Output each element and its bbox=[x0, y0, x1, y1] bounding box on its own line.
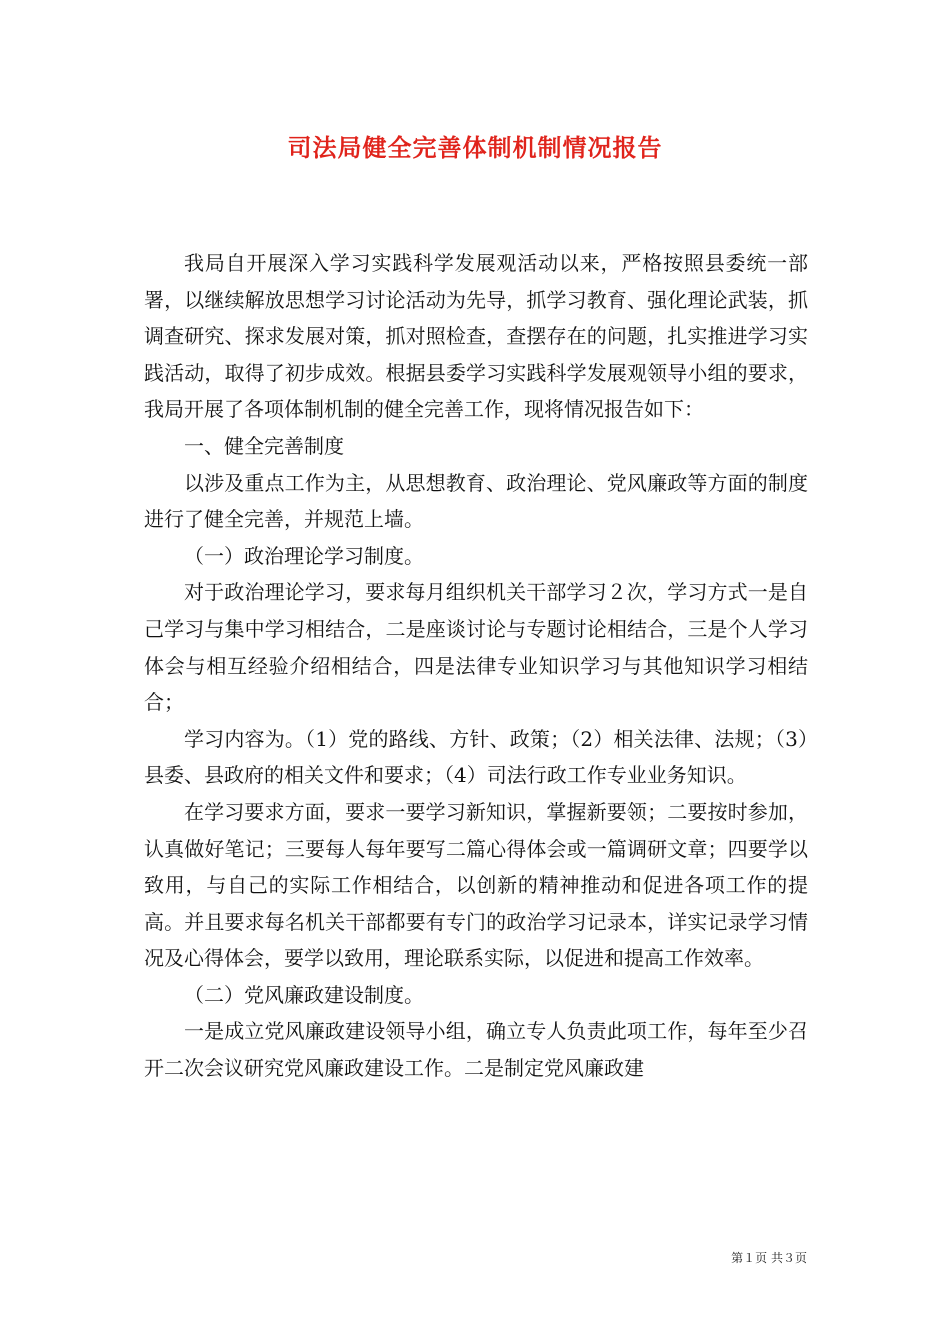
paragraph-study-requirements: 在学习要求方面，要求一要学习新知识，掌握新要领；二要按时参加，认真做好笔记；三要每人每年要写二篇心得体会或一篇调研文章；四要学以致用，与自己的实际工作相结合，以创新的精神推动和促进各项工作的提高。并且要求每名机关干部都要有专门的政治学习记录本，详实记录学习情况及心得体会，要学以致用，理论联系实际，以促进和提高工作效率。 bbox=[144, 799, 808, 971]
page-number: 第１页 共３页 bbox=[731, 1251, 807, 1265]
subsection-heading-1: （一）政治理论学习制度。 bbox=[184, 543, 424, 568]
document-title: 司法局健全完善体制机制情况报告 bbox=[287, 133, 663, 162]
document-body bbox=[144, 245, 808, 1087]
paragraph-study-method: 对于政治理论学习，要求每月组织机关干部学习２次，学习方式一是自己学习与集中学习相结合，二是座谈讨论与专题讨论相结合，三是个人学习体会与相互经验介绍相结合，四是法律专业知识学习与其他知识学习相结合； bbox=[144, 580, 808, 715]
paragraph-study-content: 学习内容为。（1）党的路线、方针、政策；（2）相关法律、法规；（3）县委、县政府的相关文件和要求；（4）司法行政工作专业业务知识。 bbox=[144, 726, 808, 788]
paragraph-section-1-summary: 以涉及重点工作为主，从思想教育、政治理论、党风廉政等方面的制度进行了健全完善，并规范上墙。 bbox=[144, 470, 808, 532]
paragraph-intro: 我局自开展深入学习实践科学发展观活动以来，严格按照县委统一部署，以继续解放思想学习讨论活动为先导，抓学习教育、强化理论武装，抓调查研究、探求发展对策，抓对照检查，查摆存在的问题，扎实推进学习实践活动，取得了初步成效。根据县委学习实践科学发展观领导小组的要求，我局开展了各项体制机制的健全完善工作，现将情况报告如下： bbox=[144, 251, 808, 422]
section-heading-1: 一、健全完善制度 bbox=[184, 433, 344, 458]
subsection-heading-2: （二）党风廉政建设制度。 bbox=[184, 982, 424, 1007]
paragraph-integrity-system: 一是成立党风廉政建设领导小组，确立专人负责此项工作，每年至少召开二次会议研究党风廉政建设工作。二是制定党风廉政建 bbox=[144, 1019, 808, 1081]
